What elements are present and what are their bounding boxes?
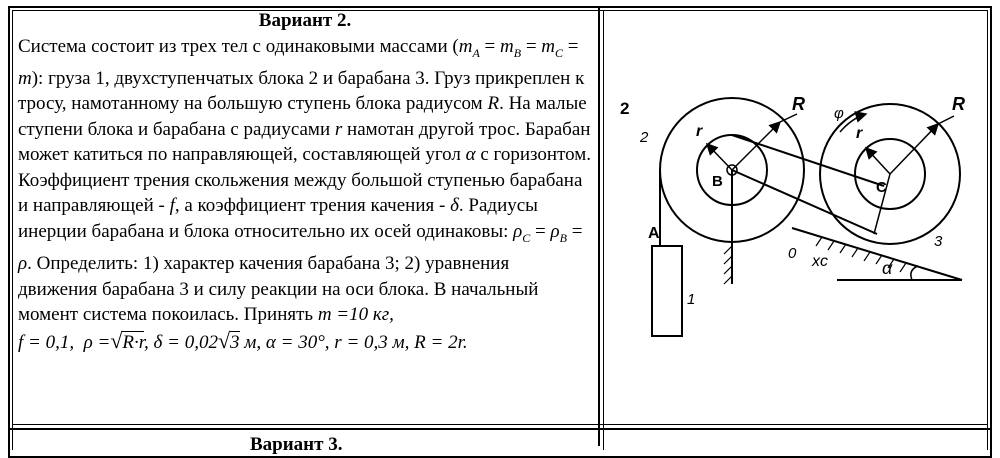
- text-span: =: [521, 35, 542, 57]
- drum-r-label: r: [856, 125, 863, 142]
- given-rho: ρ =: [83, 331, 111, 353]
- text-span: Система состоит из трех тел с одинаковыми массами (: [18, 35, 459, 57]
- row-divider: [8, 428, 992, 430]
- var-alpha: α: [465, 144, 476, 166]
- text-span: ): груза 1, двухступенчатых блока 2 и барабана 3. Груз прикреплен к тросу, намотанному на большую ступень блока радиусом: [18, 67, 585, 115]
- cable-top: [732, 135, 884, 186]
- table-border-inner-left: [12, 10, 13, 450]
- task-text-cell: [18, 8, 592, 355]
- block-R-label: R: [792, 94, 805, 114]
- sqrt-sign: √: [217, 327, 231, 353]
- text-span: =: [566, 220, 583, 242]
- drum-center-label: C: [876, 179, 887, 196]
- block-center-label: B: [712, 173, 723, 190]
- angle-arc: [911, 266, 918, 280]
- block-r-arrow: [707, 144, 732, 170]
- sub-B: B: [559, 230, 567, 245]
- xc-label: xc: [812, 253, 828, 270]
- mechanism-figure: [612, 14, 984, 414]
- drum-R-label: R: [952, 94, 965, 114]
- drum-r-arrow: [866, 148, 890, 174]
- sqrt-sign: √: [110, 327, 123, 353]
- sqrt-radicand: 3: [230, 331, 240, 353]
- block-R-arrow: [732, 122, 780, 170]
- xc-zero-label: 0: [788, 245, 797, 262]
- load-label: 1: [687, 291, 696, 308]
- sub-B: B: [513, 45, 522, 60]
- var-rhoC: ρ: [513, 220, 523, 242]
- support-hatch: [724, 246, 732, 284]
- text-span: =: [479, 35, 500, 57]
- var-mA: m: [458, 35, 473, 57]
- text-span: . На малые ступени блока и барабана с радиусами: [18, 93, 587, 140]
- var-delta: δ: [450, 195, 459, 217]
- given-rest: м, α = 30°, r = 0,3 м, R = 2r.: [239, 331, 468, 353]
- text-span: , а коэффициент трения качения -: [174, 195, 451, 217]
- sqrt-radicand: R·r: [122, 331, 145, 353]
- load-body: [652, 246, 682, 336]
- given-friction: f = 0,1,: [18, 331, 75, 353]
- text-span: =: [563, 35, 579, 57]
- given-delta: , δ = 0,02: [144, 331, 218, 353]
- sub-C: C: [522, 230, 531, 245]
- task-paragraph: [18, 34, 592, 356]
- alpha-label: α: [882, 258, 893, 278]
- block-r-label: r: [696, 123, 703, 140]
- sub-C: C: [555, 45, 564, 60]
- text-span: . Радиусы инерции барабана и блока относительно их осей одинаковы:: [18, 195, 538, 242]
- drum-R-arrow: [890, 124, 938, 174]
- sub-A: A: [472, 45, 480, 60]
- var-r: r: [334, 118, 343, 140]
- var-R: R: [487, 93, 500, 115]
- text-span: . Определить: 1) характер качения барабана 3; 2) уравнения движения барабана 3 и силу реакции на оси блока. В начальный момент система покоилась. Принять: [18, 253, 539, 326]
- text-span: =: [530, 220, 551, 242]
- variant-title: Вариант 2.: [258, 10, 352, 31]
- incline-hatch: [816, 237, 906, 272]
- var-f: f: [169, 195, 175, 217]
- phi-label: φ: [834, 105, 844, 122]
- drum-label: 3: [934, 233, 943, 250]
- figure-number: 2: [620, 99, 630, 118]
- text-span: намотан другой трос. Барабан может катиться по направляющей, составляющей угол: [18, 118, 591, 166]
- table-border-inner-right: [987, 10, 988, 450]
- mechanism-diagram: [612, 14, 984, 414]
- text-span: с горизонтом. Коэффициент трения скольжения между большой ступенью барабана и направляющей -: [18, 144, 592, 217]
- next-variant-title: Вариант 3.: [250, 434, 343, 455]
- var-mB: m: [500, 35, 514, 57]
- column-divider: [598, 6, 600, 446]
- var-m: m: [18, 67, 32, 89]
- R-leader-drum: [938, 116, 954, 124]
- var-rhoB: ρ: [550, 220, 560, 242]
- column-divider-inner: [603, 10, 604, 450]
- row-divider-inner: [12, 424, 988, 425]
- given-mass: m =10 кг,: [317, 304, 394, 326]
- point-A-label: A: [648, 225, 660, 242]
- var-rho: ρ: [18, 253, 28, 275]
- var-mC: m: [541, 35, 556, 57]
- block-label: 2: [640, 129, 649, 146]
